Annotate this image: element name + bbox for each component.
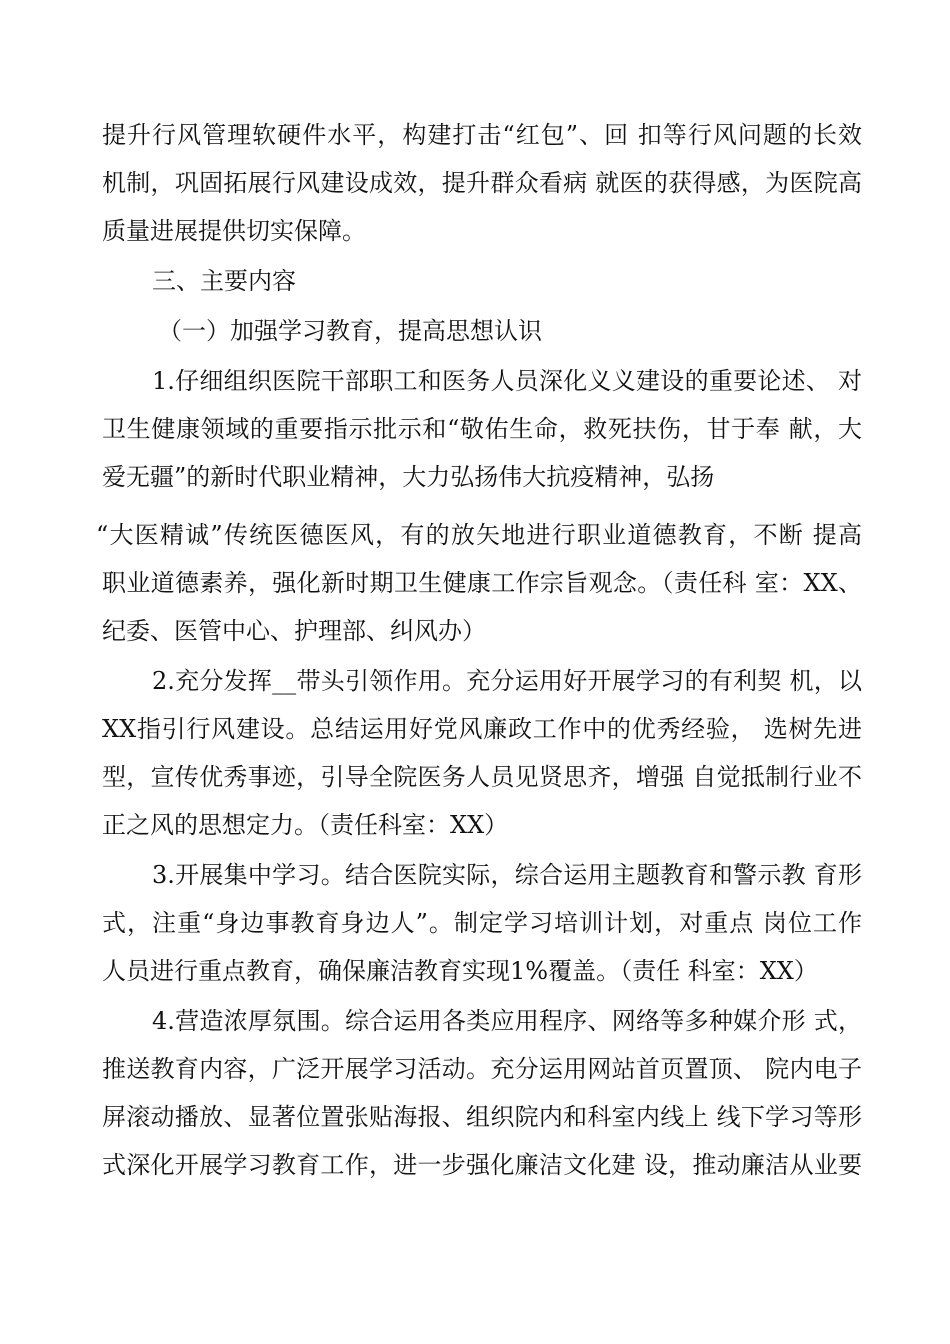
item-1-line-3: 爱无疆”的新时代职业精神，大力弘扬伟大抗疫精神，弘扬: [102, 463, 715, 491]
item-2-line-1: 2.充分发挥__带头引领作用。充分运用好开展学习的有利契 机，以: [152, 667, 862, 695]
text-line-2: 机制，巩固拓展行风建设成效，提升群众看病 就医的获得感，为医院高: [102, 169, 862, 197]
subsection-heading: （一）加强学习教育，提高思想认识: [158, 317, 542, 345]
item-1-line-5: 职业道德素养，强化新时期卫生健康工作宗旨观念。（责任科 室：XX、: [102, 569, 862, 597]
item-2-line-3: 型，宣传优秀事迹，引导全院医务人员见贤思齐，增强 自觉抵制行业不: [102, 763, 862, 791]
item-2-line-4: 正之风的思想定力。（责任科室：XX）: [102, 811, 509, 839]
item-2-line-2: XX指引行风建设。总结运用好党风廉政工作中的优秀经验， 选树先进: [102, 715, 862, 743]
item-1-line-4: “大医精诚”传统医德医风，有的放矢地进行职业道德教育，不断 提高: [96, 521, 862, 549]
text-line-3: 质量进展提供切实保障。: [102, 217, 366, 245]
item-3-line-2: 式，注重“身边事教育身边人”。制定学习培训计划，对重点 岗位工作: [102, 909, 862, 937]
item-4-line-4: 式深化开展学习教育工作，进一步强化廉洁文化建 设，推动廉洁从业要: [102, 1151, 862, 1179]
item-4-line-3: 屏滚动播放、显著位置张贴海报、组织院内和科室内线上 线下学习等形: [102, 1103, 862, 1131]
item-1-line-6: 纪委、医管中心、护理部、纠风办）: [102, 617, 486, 645]
item-3-line-3: 人员进行重点教育，确保廉洁教育实现1%覆盖。（责任 科室：XX）: [102, 957, 818, 985]
item-4-line-2: 推送教育内容，广泛开展学习活动。充分运用网站首页置顶、 院内电子: [102, 1055, 862, 1083]
section-heading: 三、主要内容: [152, 267, 296, 295]
item-1-line-2: 卫生健康领域的重要指示批示和“敬佑生命，救死扶伤，甘于奉 献，大: [102, 415, 862, 443]
text-line-1: 提升行风管理软硬件水平，构建打击“红包”、回 扣等行风问题的长效: [102, 121, 862, 149]
item-3-line-1: 3.开展集中学习。结合医院实际，综合运用主题教育和警示教 育形: [152, 861, 862, 889]
item-1-line-1: 1.仔细组织医院干部职工和医务人员深化义义建设的重要论述、 对: [152, 367, 862, 395]
item-4-line-1: 4.营造浓厚氛围。综合运用各类应用程序、网络等多种媒介形 式，: [152, 1007, 862, 1035]
